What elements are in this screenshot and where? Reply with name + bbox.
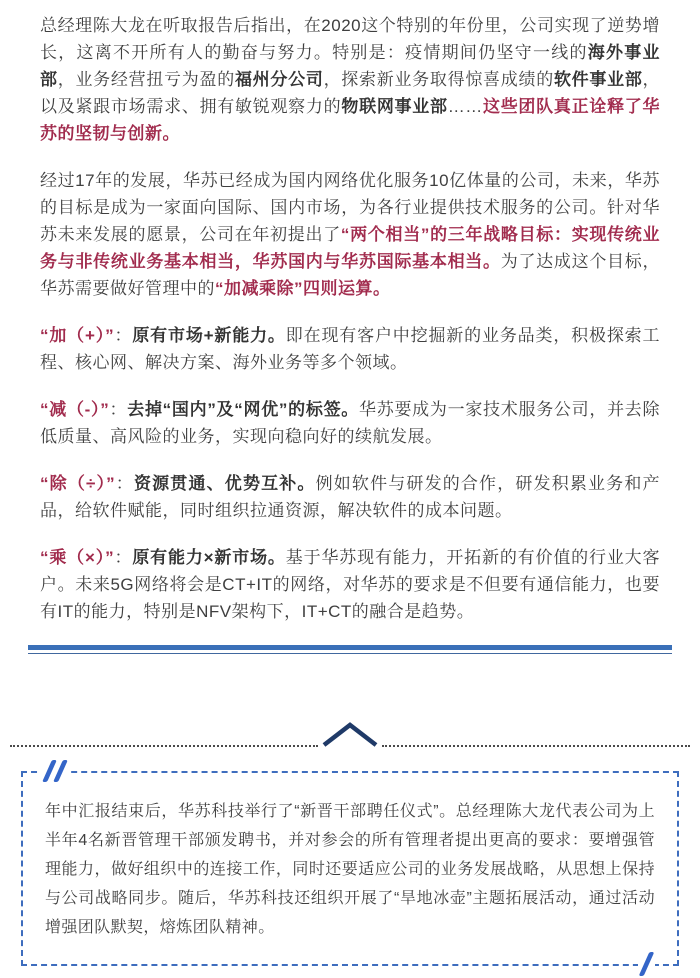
dept-name-iot: 物联网事业部 — [341, 97, 448, 116]
label-colon: ： — [114, 326, 133, 345]
strategy-body: 例如软件与研发的合作，研发积累业务和产品，给软件赋能，同时组织拉通资源，解决软件的成本问题。 — [40, 474, 661, 520]
strategy-term-label: “除（÷）” — [40, 474, 116, 493]
dotted-rule-left — [10, 745, 318, 747]
single-slash-icon — [638, 950, 655, 978]
label-colon: ： — [109, 400, 128, 419]
paragraph-text: 经过17年的发展，华苏已经成为国内网络优化服务10亿体量的公司，未来，华苏的目标是成为一家面向国际、国内市场，为各行业提供技术服务的公司。针对华苏未来发展的愿景，公司在年初提出了 — [40, 171, 660, 244]
strategy-lead: 原有能力×新市场。 — [132, 548, 286, 567]
strategy-body: 基于华苏现有能力，开拓新的有价值的行业大客户。未来5G网络将会是CT+IT的网络，对华苏的要求是不但要有通信能力，也要有IT的能力，特别是NFV架构下，IT+CT的融合是趋势。 — [40, 548, 661, 621]
paragraph-overview — [40, 12, 660, 147]
strategy-term-label: “加（+）” — [40, 326, 115, 345]
strategy-body: 华苏要成为一家技术服务公司，并去除低质量、高风险的业务，实现向稳向好的续航发展。 — [40, 400, 661, 446]
paragraph-strategy-goal — [40, 167, 660, 302]
strategy-item-minus — [40, 396, 660, 450]
divider-thin-rule — [28, 653, 672, 654]
quote-text: 年中汇报结束后，华苏科技举行了“新晋干部聘任仪式”。总经理陈大龙代表公司为上半年4名新晋管理干部颁发聘书，并对参会的所有管理者提出更高的要求：要增强管理能力，做好组织中的连接工作，同时还要适应公司的业务发展战略，从思想上保持与公司战略同步。随后，华苏科技还组织开展了“旱地冰壶”主题拓展活动，通过活动增强团队默契，熔炼团队精神。 — [45, 803, 655, 936]
red-emphasis-three-year-goal: “两个相当”的三年战略目标：实现传统业务与非传统业务基本相当，华苏国内与华苏国际基本相当。 — [40, 225, 661, 271]
chevron-up-icon — [318, 721, 382, 747]
strategy-item-divide — [40, 470, 660, 524]
paragraph-text: ，业务经营扭亏为盈的 — [57, 70, 235, 89]
red-emphasis-four-operations: “加减乘除”四则运算。 — [215, 279, 391, 298]
chevron-ornament-rule — [10, 721, 690, 747]
strategy-lead: 去掉“国内”及“网优”的标签。 — [127, 400, 360, 419]
strategy-item-multiply — [40, 544, 660, 625]
strategy-item-plus — [40, 322, 660, 376]
quote-box — [21, 771, 679, 966]
section-divider — [28, 645, 672, 654]
paragraph-text: ，以及紧跟市场需求、拥有敏锐观察力的 — [40, 70, 661, 116]
dotted-rule-right — [382, 745, 690, 747]
label-colon: ： — [115, 474, 134, 493]
dept-name-software: 软件事业部 — [553, 70, 643, 89]
divider-thick-rule — [28, 645, 672, 650]
strategy-term-label: “减（-）” — [40, 400, 110, 419]
double-slash-icon — [41, 758, 69, 784]
label-colon: ： — [114, 548, 133, 567]
dept-name-fuzhou-branch: 福州分公司 — [234, 70, 324, 89]
paragraph-text: 总经理陈大龙在听取报告后指出，在2020这个特别的年份里，公司实现了逆势增长，这离不开所有人的勤奋与努力。特别是：疫情期间仍坚守一线的 — [40, 16, 660, 62]
strategy-body: 即在现有客户中挖掘新的业务品类，积极探索工程、核心网、解决方案、海外业务等多个领域。 — [40, 326, 661, 372]
red-emphasis-teams: 这些团队真正诠释了华苏的坚韧与创新。 — [40, 97, 661, 143]
strategy-lead: 资源贯通、优势互补。 — [133, 474, 316, 493]
strategy-lead: 原有市场+新能力。 — [132, 326, 286, 345]
paragraph-text: …… — [447, 97, 483, 116]
paragraph-text: ，探索新业务取得惊喜成绩的 — [323, 70, 554, 89]
dept-name-overseas: 海外事业部 — [40, 43, 661, 89]
paragraph-text: 为了达成这个目标，华苏需要做好管理中的 — [40, 252, 660, 298]
strategy-term-label: “乘（×）” — [40, 548, 115, 567]
